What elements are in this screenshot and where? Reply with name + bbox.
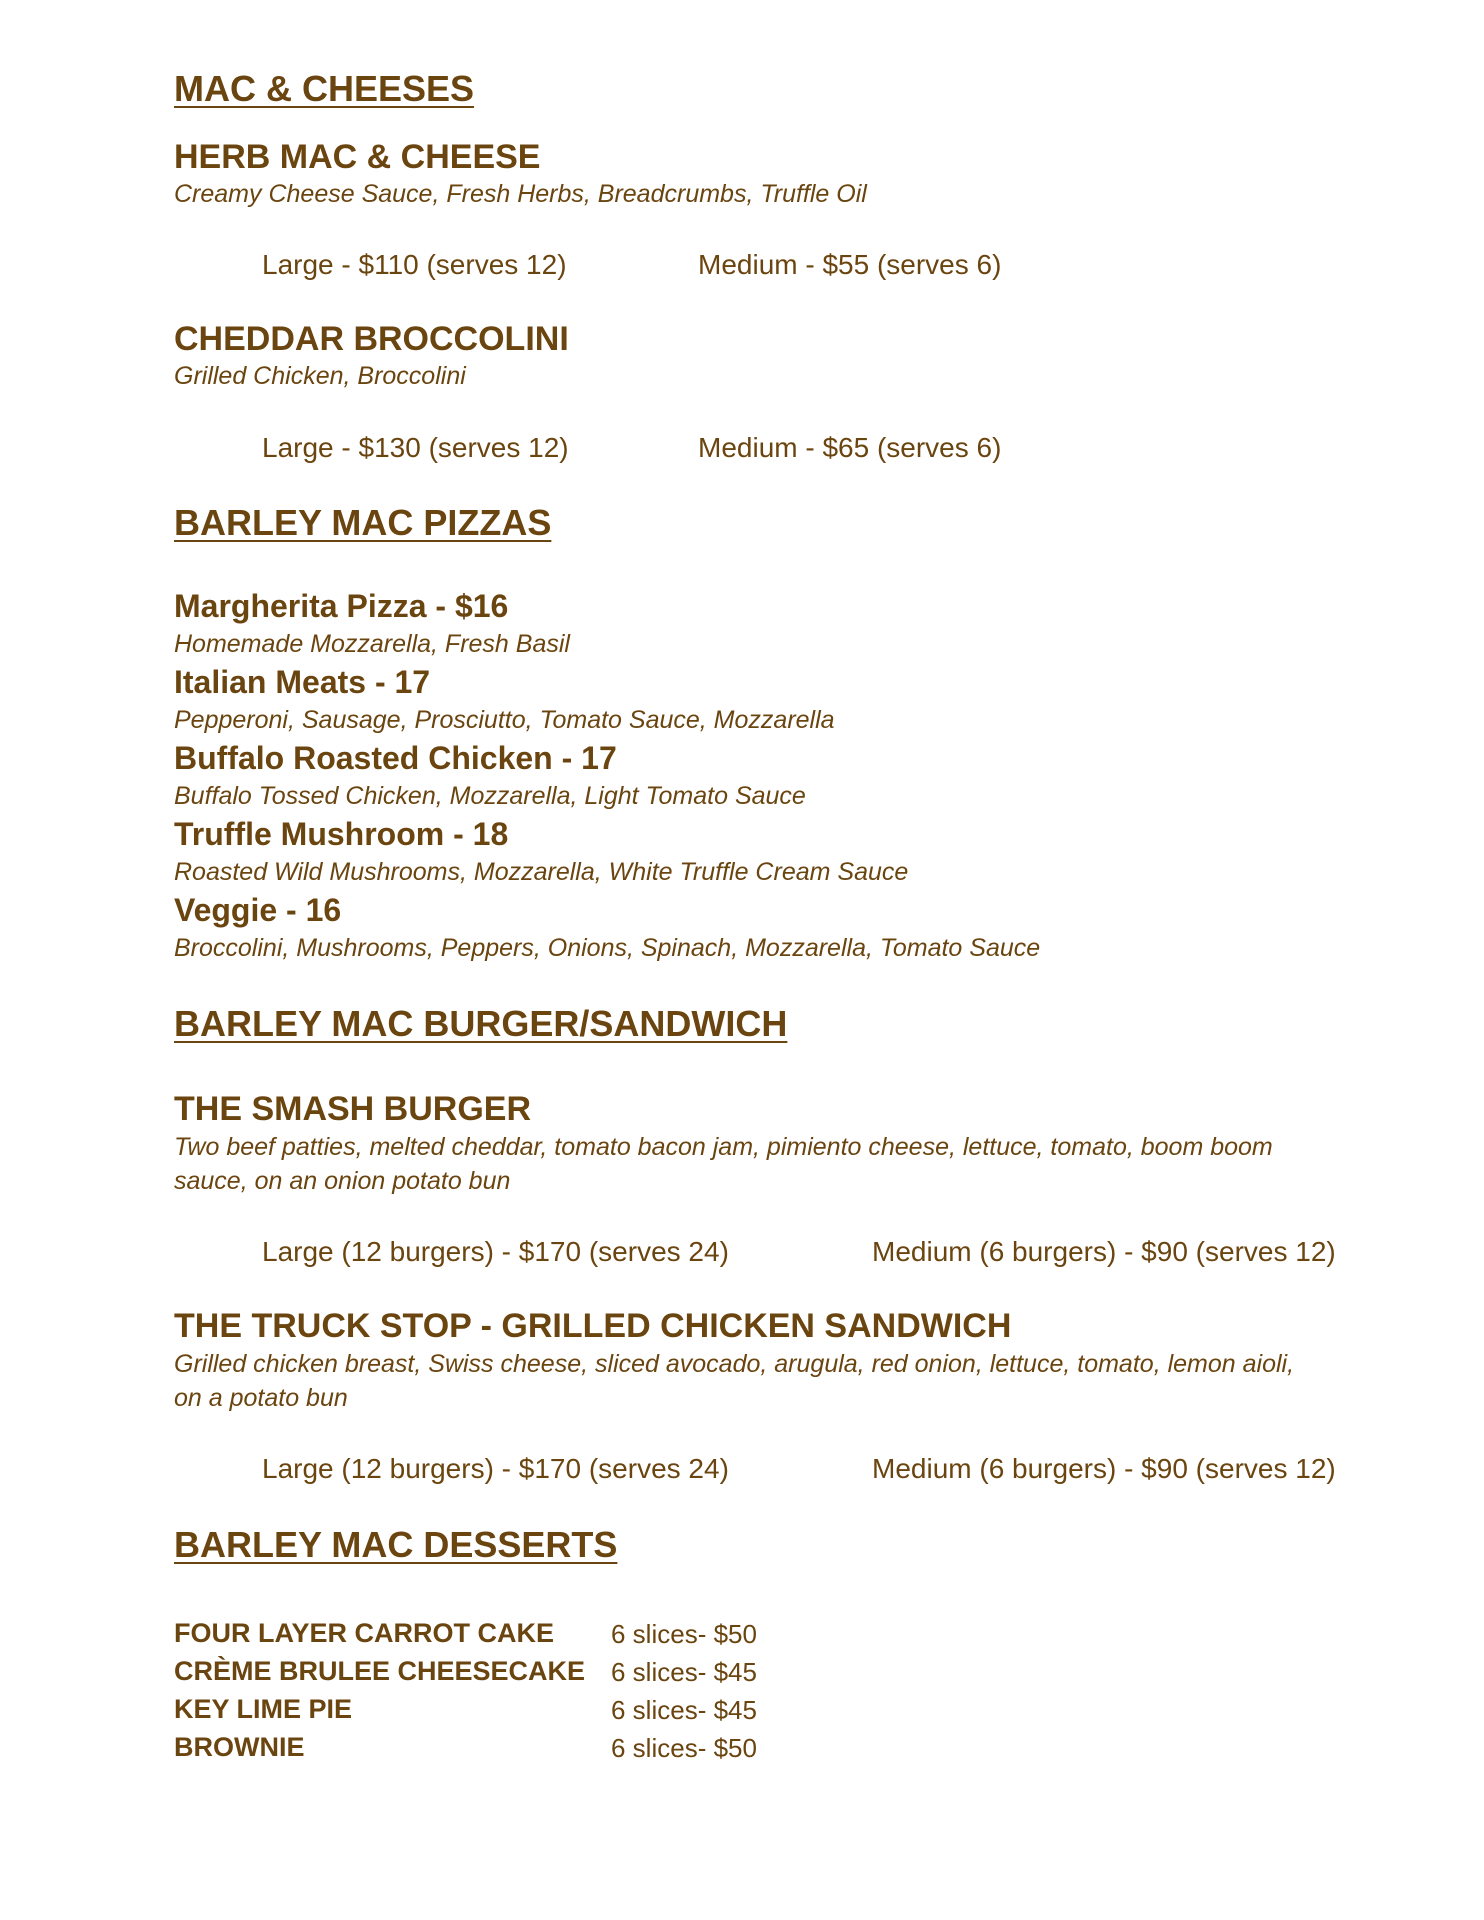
- pizza-title-buffalo-chicken: Buffalo Roasted Chicken - 17: [174, 740, 617, 776]
- dessert-name-brownie: BROWNIE: [174, 1732, 305, 1762]
- price-large-cheddar-broccolini: Large - $130 (serves 12): [262, 432, 569, 463]
- item-title-cheddar-broccolini: CHEDDAR BROCCOLINI: [174, 320, 569, 358]
- section-title-desserts: BARLEY MAC DESSERTS: [174, 1524, 618, 1565]
- section-title-pizzas: BARLEY MAC PIZZAS: [174, 502, 552, 543]
- pizza-desc-truffle-mushroom: Roasted Wild Mushrooms, Mozzarella, White Truffle Cream Sauce: [174, 858, 909, 886]
- dessert-price-carrot-cake: 6 slices- $50: [611, 1619, 757, 1649]
- pizza-desc-margherita: Homemade Mozzarella, Fresh Basil: [174, 630, 570, 658]
- price-medium-smash-burger: Medium (6 burgers) - $90 (serves 12): [872, 1236, 1336, 1267]
- dessert-price-key-lime: 6 slices- $45: [611, 1695, 757, 1725]
- item-desc-smash-burger: Two beef patties, melted cheddar, tomato bacon jam, pimiento cheese, lettuce, tomato, boom boom sauce, on an onion potato bun: [174, 1133, 1273, 1195]
- dessert-name-carrot-cake: FOUR LAYER CARROT CAKE: [174, 1618, 555, 1648]
- item-title-herb-mac: HERB MAC & CHEESE: [174, 138, 541, 176]
- price-large-smash-burger: Large (12 burgers) - $170 (serves 24): [262, 1236, 729, 1267]
- item-title-truck-stop: THE TRUCK STOP - GRILLED CHICKEN SANDWICH: [174, 1307, 1012, 1345]
- section-title-burgers: BARLEY MAC BURGER/SANDWICH: [174, 1003, 788, 1044]
- price-medium-herb-mac: Medium - $55 (serves 6): [698, 249, 1002, 280]
- pizza-title-veggie: Veggie - 16: [174, 892, 342, 928]
- pizza-title-truffle-mushroom: Truffle Mushroom - 18: [174, 816, 509, 852]
- pizza-desc-italian-meats: Pepperoni, Sausage, Prosciutto, Tomato Sauce, Mozzarella: [174, 706, 835, 734]
- item-desc-truck-stop: Grilled chicken breast, Swiss cheese, sliced avocado, arugula, red onion, lettuce, tomato, lemon aioli, on a potato bun: [174, 1350, 1295, 1412]
- price-medium-cheddar-broccolini: Medium - $65 (serves 6): [698, 432, 1002, 463]
- pizza-desc-veggie: Broccolini, Mushrooms, Peppers, Onions, Spinach, Mozzarella, Tomato Sauce: [174, 934, 1041, 962]
- price-large-herb-mac: Large - $110 (serves 12): [262, 249, 567, 280]
- dessert-price-creme-brulee: 6 slices- $45: [611, 1657, 757, 1687]
- pizza-desc-buffalo-chicken: Buffalo Tossed Chicken, Mozzarella, Light Tomato Sauce: [174, 782, 806, 810]
- price-medium-truck-stop: Medium (6 burgers) - $90 (serves 12): [872, 1453, 1336, 1484]
- pizza-title-italian-meats: Italian Meats - 17: [174, 664, 431, 700]
- dessert-name-key-lime: KEY LIME PIE: [174, 1694, 353, 1724]
- item-desc-cheddar-broccolini: Grilled Chicken, Broccolini: [174, 362, 466, 390]
- pizza-title-margherita: Margherita Pizza - $16: [174, 588, 509, 624]
- dessert-price-brownie: 6 slices- $50: [611, 1733, 757, 1763]
- item-desc-herb-mac: Creamy Cheese Sauce, Fresh Herbs, Breadcrumbs, Truffle Oil: [174, 180, 867, 208]
- item-title-smash-burger: THE SMASH BURGER: [174, 1090, 532, 1128]
- section-title-mac: MAC & CHEESES: [174, 68, 475, 109]
- price-large-truck-stop: Large (12 burgers) - $170 (serves 24): [262, 1453, 729, 1484]
- dessert-name-creme-brulee: CRÈME BRULEE CHEESECAKE: [174, 1656, 586, 1686]
